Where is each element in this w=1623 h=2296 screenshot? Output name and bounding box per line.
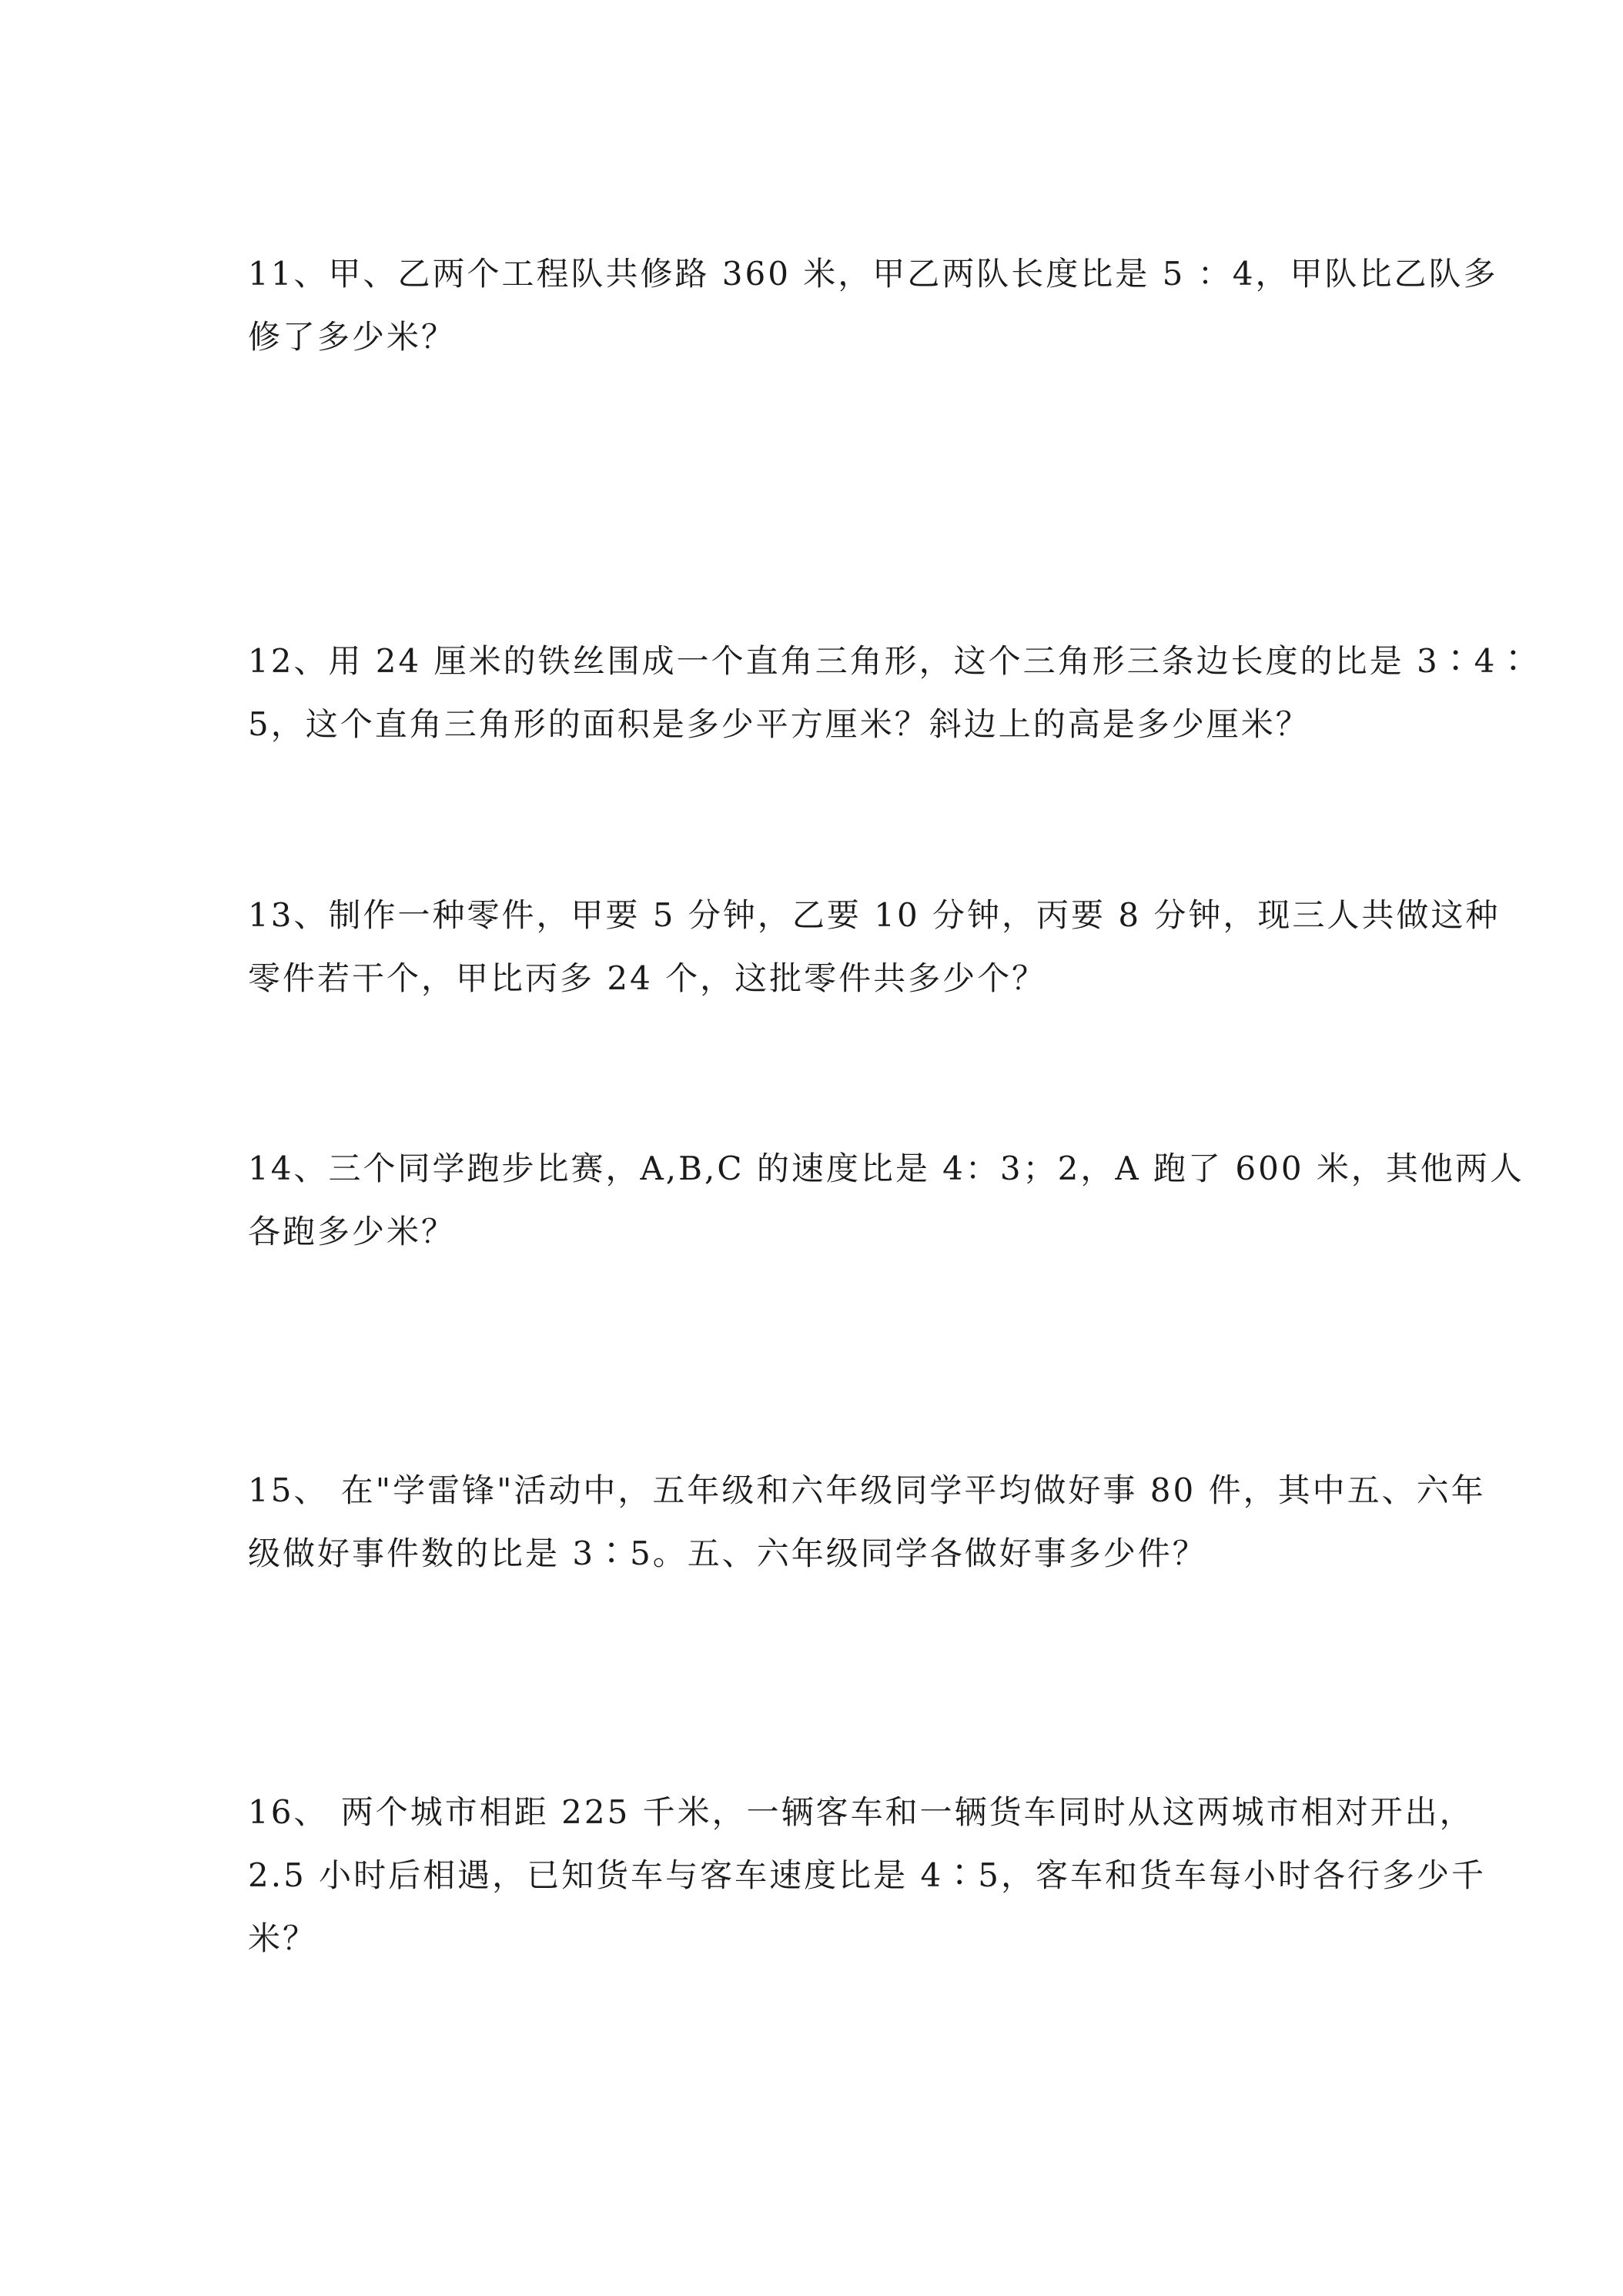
question-11 xyxy=(248,243,1498,369)
question-line: 11、甲、乙两个工程队共修路 360 米，甲乙两队长度比是 5 ：4，甲队比乙队多 xyxy=(248,255,1498,293)
question-14 xyxy=(248,1137,1524,1263)
question-12 xyxy=(248,630,1532,756)
question-line: 13、制作一种零件，甲要 5 分钟，乙要 10 分钟，丙要 8 分钟，现三人共做这种 xyxy=(248,896,1501,934)
question-line: 2.5 小时后相遇，已知货车与客车速度比是 4∶5，客车和货车每小时各行多少千 xyxy=(248,1856,1486,1894)
question-line: 零件若干个，甲比丙多 24 个，这批零件共多少个？ xyxy=(248,959,1047,997)
question-line: 5，这个直角三角形的面积是多少平方厘米？斜边上的高是多少厘米？ xyxy=(248,705,1310,743)
question-line: 各跑多少米？ xyxy=(248,1213,457,1250)
question-line: 修了多少米？ xyxy=(248,318,457,356)
question-15 xyxy=(248,1459,1486,1585)
question-line: 16、 两个城市相距 225 千米，一辆客车和一辆货车同时从这两城市相对开出， xyxy=(248,1793,1474,1831)
question-line: 15、 在"学雷锋"活动中，五年级和六年级同学平均做好事 80 件，其中五、六年 xyxy=(248,1471,1486,1509)
question-line: 米？ xyxy=(248,1919,318,1957)
question-16 xyxy=(248,1781,1486,1970)
question-line: 12、用 24 厘米的铁丝围成一个直角三角形，这个三角形三条边长度的比是 3∶4∶ xyxy=(248,642,1532,680)
question-line: 级做好事件数的比是 3∶5。五、六年级同学各做好事多少件？ xyxy=(248,1535,1207,1572)
question-13 xyxy=(248,884,1501,1010)
question-line: 14、三个同学跑步比赛，A,B,C 的速度比是 4：3；2，A 跑了 600 米，其他两人 xyxy=(248,1150,1524,1187)
